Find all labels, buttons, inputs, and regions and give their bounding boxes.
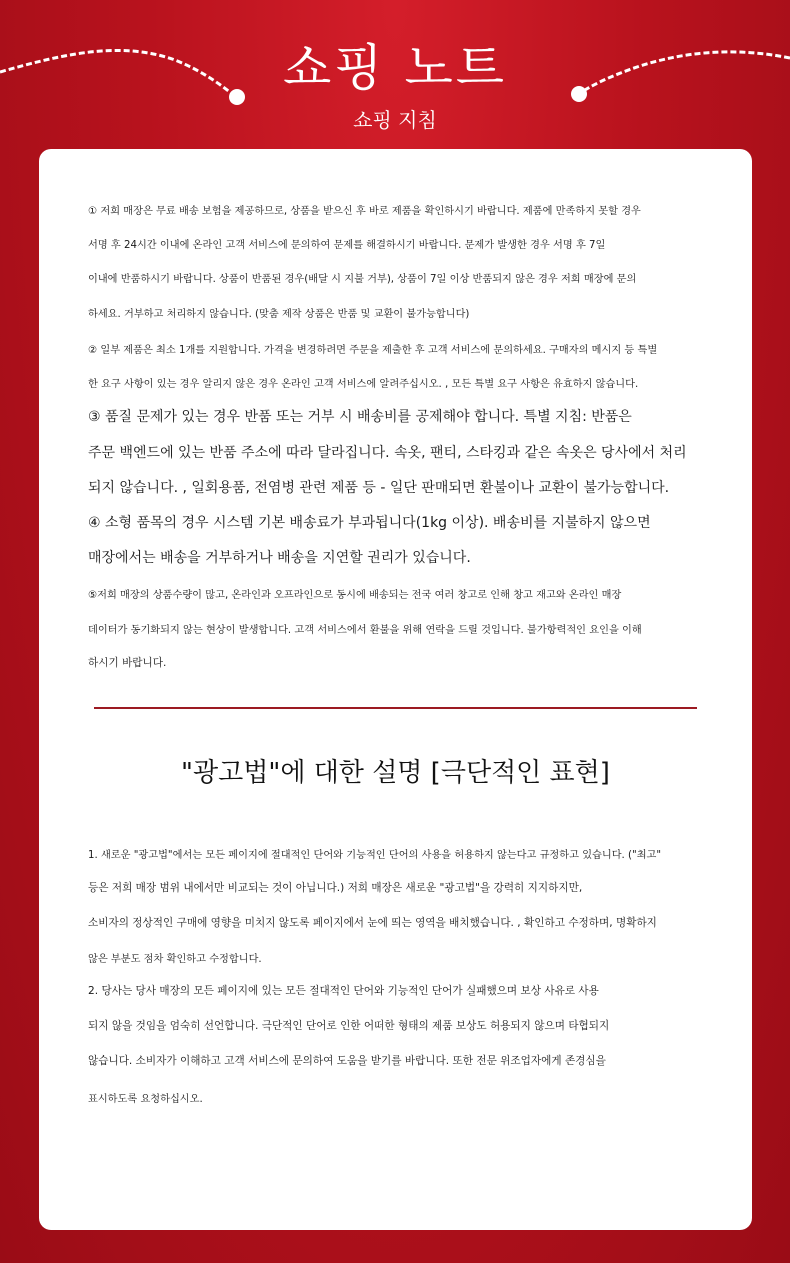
guide-line: 데이터가 동기화되지 않는 현상이 발생합니다. 고객 서비스에서 환불을 위해 연락을 드릴 것입니다. 불가항력적인 요인을 이해 <box>88 625 642 636</box>
content-card <box>39 149 752 1230</box>
ad-law-line: 등은 저희 매장 범위 내에서만 비교되는 것이 아닙니다.) 저희 매장은 새로운 "광고법"을 강력히 지지하지만, <box>88 882 583 894</box>
ad-law-title: "광고법"에 대한 설명 [극단적인 표현] <box>181 758 610 788</box>
guide-line: 하세요. 거부하고 처리하지 않습니다. (맞춤 제작 상품은 반품 및 교환이 불가능합니다) <box>88 309 470 320</box>
ad-law-line: 소비자의 정상적인 구매에 영향을 미치지 않도록 페이지에서 눈에 띄는 영역을 배치했습니다. , 확인하고 수정하며, 명확하지 <box>88 917 657 929</box>
section-divider <box>94 707 697 709</box>
guide-line: 이내에 반품하시기 바랍니다. 상품이 반품된 경우(배달 시 지불 거부), 상품이 7일 이상 반품되지 않은 경우 저희 매장에 문의 <box>88 274 637 285</box>
ad-law-line: 1. 새로운 "광고법"에서는 모든 페이지에 절대적인 단어와 기능적인 단어의 사용을 허용하지 않는다고 규정하고 있습니다. ("최고" <box>88 850 662 861</box>
guide-line: 매장에서는 배송을 거부하거나 배송을 지연할 권리가 있습니다. <box>88 550 471 566</box>
guide-line: ① 저희 매장은 무료 배송 보험을 제공하므로, 상품을 받으신 후 바로 제품을 확인하시기 바랍니다. 제품에 만족하지 못할 경우 <box>88 206 641 217</box>
guide-line: 서명 후 24시간 이내에 온라인 고객 서비스에 문의하여 문제를 해결하시기 바랍니다. 문제가 발생한 경우 서명 후 7일 <box>88 240 606 251</box>
guide-line: ② 일부 제품은 최소 1개를 지원합니다. 가격을 변경하려면 주문을 제출한 후 고객 서비스에 문의하세요. 구매자의 메시지 등 특별 <box>88 345 658 356</box>
page-header <box>0 0 790 150</box>
guide-line: ⑤저희 매장의 상품수량이 많고, 온라인과 오프라인으로 동시에 배송되는 전국 여러 창고로 인해 창고 재고와 온라인 매장 <box>88 590 622 601</box>
ad-law-line: 되지 않을 것임을 엄숙히 선언합니다. 극단적인 단어로 인한 어떠한 형태의 제품 보상도 허용되지 않으며 타협되지 <box>88 1020 610 1032</box>
guide-line: 되지 않습니다. , 일회용품, 전염병 관련 제품 등 - 일단 판매되면 환불이나 교환이 불가능합니다. <box>88 480 670 496</box>
guide-line: ④ 소형 품목의 경우 시스템 기본 배송료가 부과됩니다(1kg 이상). 배송비를 지불하지 않으면 <box>88 515 651 531</box>
page-subtitle: 쇼핑 지침 <box>353 108 437 132</box>
ad-law-line: 않은 부분도 점차 확인하고 수정합니다. <box>88 954 262 965</box>
ad-law-line: 2. 당사는 당사 매장의 모든 페이지에 있는 모든 절대적인 단어와 기능적인 단어가 실패했으며 보상 사유로 사용 <box>88 985 599 997</box>
guide-line: ③ 품질 문제가 있는 경우 반품 또는 거부 시 배송비를 공제해야 합니다. 특별 지침: 반품은 <box>88 409 632 425</box>
guide-line: 주문 백엔드에 있는 반품 주소에 따라 달라집니다. 속옷, 팬티, 스타킹과 같은 속옷은 당사에서 처리 <box>88 445 687 461</box>
guide-line: 하시기 바랍니다. <box>88 657 167 669</box>
ad-law-line: 않습니다. 소비자가 이해하고 고객 서비스에 문의하여 도움을 받기를 바랍니다. 또한 전문 위조업자에게 존경심을 <box>88 1055 606 1067</box>
page-title: 쇼핑 노트 <box>282 39 508 97</box>
guide-line: 한 요구 사항이 있는 경우 알리지 않은 경우 온라인 고객 서비스에 알려주십시오. , 모든 특별 요구 사항은 유효하지 않습니다. <box>88 379 639 390</box>
ad-law-line: 표시하도록 요청하십시오. <box>88 1094 203 1105</box>
